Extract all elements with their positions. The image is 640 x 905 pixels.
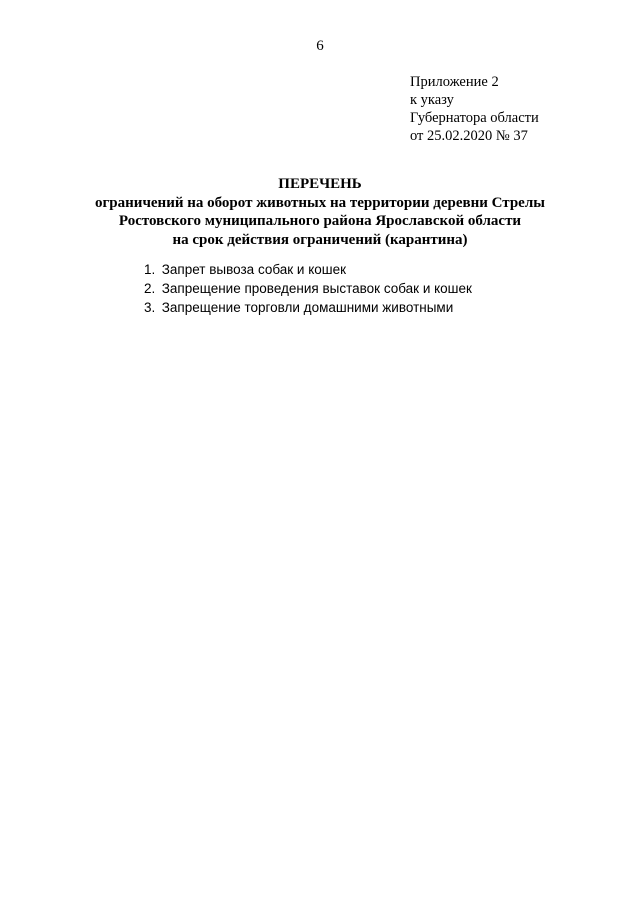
- title-line-2: Ростовского муниципального района Ярославской области: [118, 213, 522, 229]
- document-title: [0, 175, 640, 249]
- list-item: [144, 260, 472, 279]
- list-item-number: 2.: [144, 281, 156, 296]
- appendix-issuer: Губернатора области: [410, 110, 539, 126]
- list-item-number: 3.: [144, 300, 156, 315]
- title-line-3: на срок действия ограничений (карантина): [172, 231, 468, 248]
- list-item-text: Запрещение торговли домашними животными: [161, 300, 454, 315]
- list-item-number: 1.: [144, 262, 156, 277]
- page-number: 6: [316, 38, 324, 54]
- appendix-label: Приложение 2: [410, 74, 499, 90]
- list-item-text: Запрещение проведения выставок собак и кошек: [161, 281, 472, 296]
- appendix-reference: [410, 73, 539, 145]
- title-line-1: ограничений на оборот животных на территории деревни Стрелы: [95, 194, 545, 211]
- list-item: [144, 279, 472, 298]
- restrictions-list: [144, 260, 472, 317]
- title-heading: ПЕРЕЧЕНЬ: [278, 176, 362, 192]
- list-item: [144, 298, 472, 317]
- appendix-date-number: от 25.02.2020 № 37: [410, 128, 528, 144]
- appendix-decree: к указу: [410, 92, 454, 108]
- list-item-text: Запрет вывоза собак и кошек: [161, 262, 347, 277]
